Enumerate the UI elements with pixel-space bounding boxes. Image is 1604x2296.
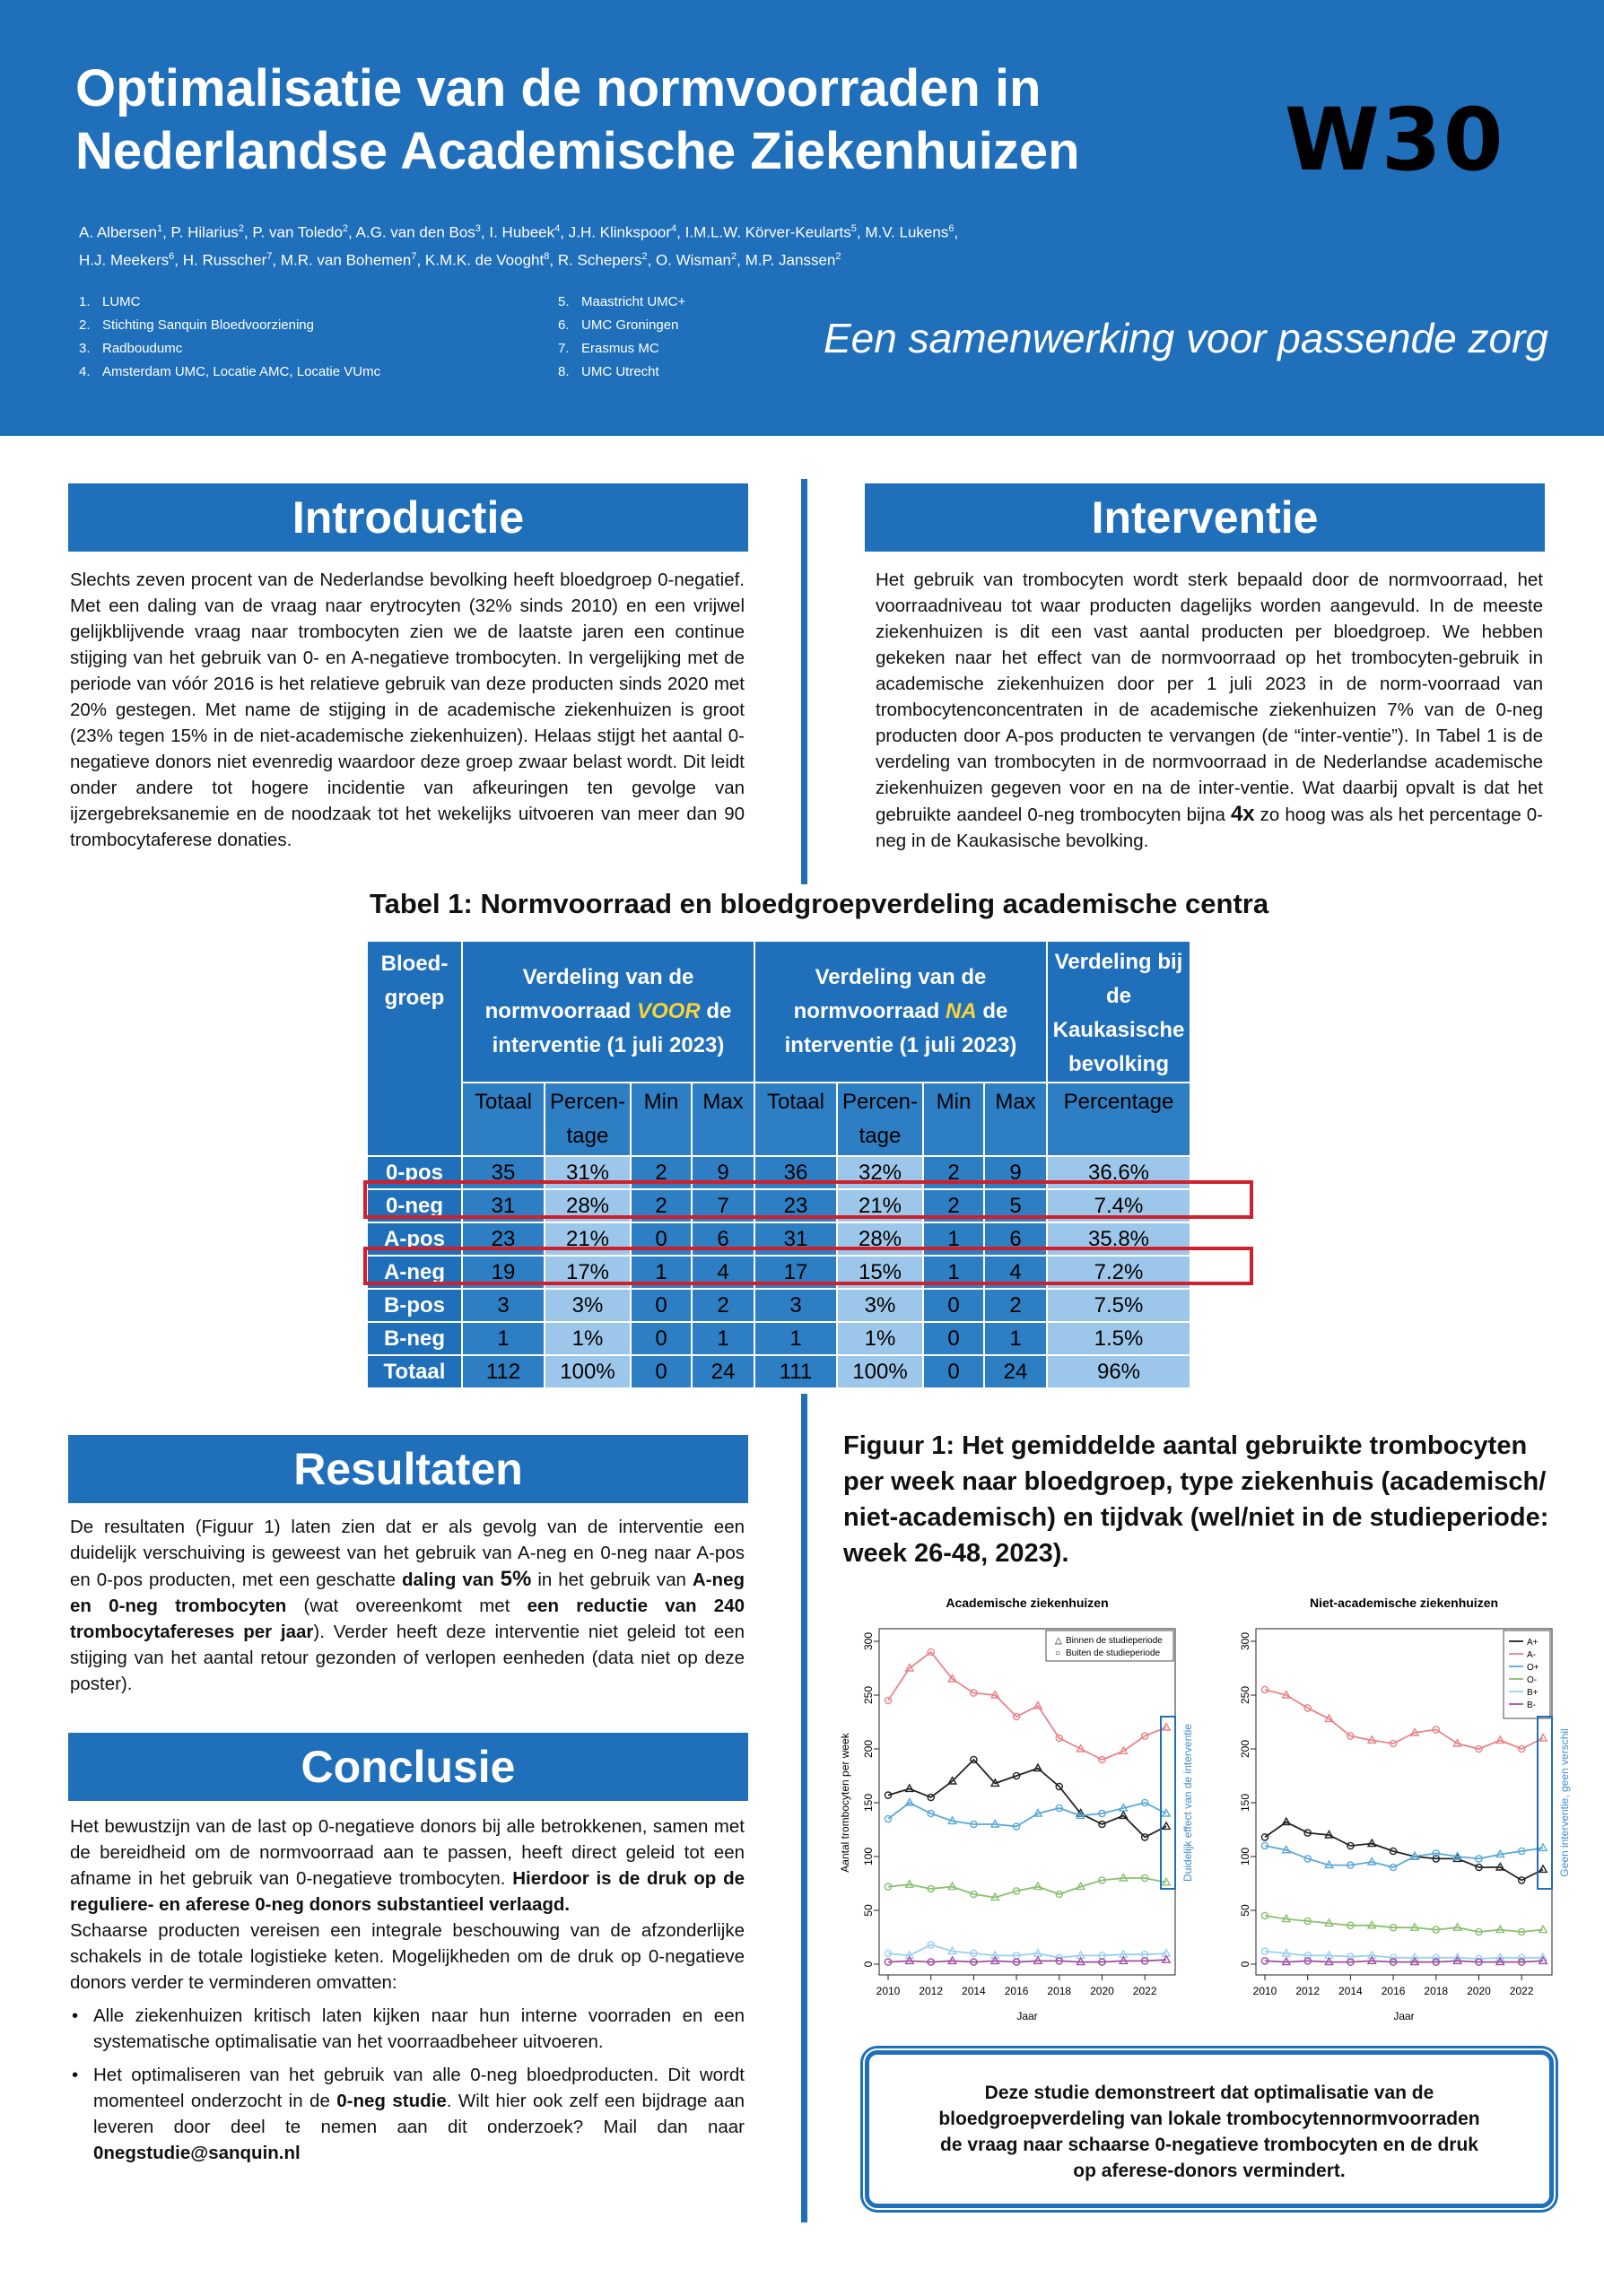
table-cell: 2 <box>692 1289 754 1322</box>
table-cell: 6 <box>984 1222 1047 1256</box>
table-subheader-cell: Totaal <box>462 1083 545 1156</box>
intro-text: Slechts zeven procent van de Nederlandse bevolking heeft bloedgroep 0-negatief. Met een daling van de vraag naar erytrocyten (32% sinds 2010) en een vrijwel gelijkblijvende vraag naar trombocyten zien we de laatste jaren een continue stijging van het gebruik van 0- en A-negatieve trombocyten. In vergelijking met de periode van vóór 2016 is het relatieve gebruik van deze producten sinds 2020 met 20% gestegen. Met name de stijging in de academische ziekenhuizen is groot (23% tegen 15% in de niet-academische ziekenhuizen). Helaas stijgt het aantal 0-negatieve donors niet evenredig waardoor deze groep zwaar belast wordt. Dit leidt onder andere tot hogere incidentie van afkeuringen ten gevolge van ijzergebreksanemie en de noodzaak tot het wekelijks uitvoeren van meer dan 90 trombocytaferese donaties. <box>70 570 745 850</box>
affiliation-item <box>79 361 380 384</box>
legend-label: O- <box>1527 1675 1538 1685</box>
author-affiliation-number: 8 <box>544 250 550 262</box>
table-cell: 3 <box>462 1289 545 1322</box>
chart-title: Niet-academische ziekenhuizen <box>1309 1596 1499 1610</box>
author-affiliation-number: 2 <box>731 250 737 262</box>
data-point <box>1539 1735 1547 1742</box>
author-name: A.G. van den Bos <box>355 223 475 241</box>
table-cell: 24 <box>692 1355 754 1388</box>
x-tick-label: 2014 <box>1338 1985 1363 1997</box>
affiliation-number: 8. <box>558 364 570 379</box>
x-axis-label: Jaar <box>1393 2010 1415 2022</box>
affiliation-name: Erasmus MC <box>581 341 659 356</box>
table-row <box>367 1355 1190 1388</box>
author-name: O. Wisman <box>655 251 731 269</box>
x-tick-label: 2018 <box>1424 1985 1449 1997</box>
author-line-1: A. Albersen$^1$, P. Hilarius$^2$, P. van Toledo$^2$, A.G. van den Bos$^3$, I. Hubeek$^4$, J.H. Klinkspoor$^4$, I.M.L.W. Körver-Keularts$^5$, M.V. Lukens$^6$, <box>79 223 959 241</box>
table-cell: 1% <box>545 1322 631 1355</box>
affiliation-number: 2. <box>79 317 91 333</box>
table-cell: 3% <box>837 1289 923 1322</box>
table-caption: Tabel 1: Normvoorraad en bloedgroepverdeling academische centra <box>370 888 1269 919</box>
series-line-A- <box>888 1652 1166 1760</box>
author-affiliation-number: 7 <box>411 250 417 262</box>
table-cell: 100% <box>545 1355 631 1388</box>
table-cell: 0 <box>923 1322 984 1355</box>
author-affiliation-number: 1 <box>156 223 163 234</box>
y-tick-label: 100 <box>1239 1847 1251 1866</box>
author-name: M.V. Lukens <box>865 223 949 241</box>
table-cell: 3 <box>754 1289 837 1322</box>
intro-heading: Introductie <box>68 483 748 552</box>
table-cell: 0 <box>631 1289 692 1322</box>
table-cell: 9 <box>692 1156 754 1189</box>
affiliation-name: UMC Groningen <box>581 317 679 333</box>
x-tick-label: 2016 <box>1004 1985 1029 1997</box>
legend-label: A+ <box>1527 1638 1539 1648</box>
affiliation-item <box>558 314 685 337</box>
table-subheader-cell: Max <box>692 1083 754 1156</box>
author-name: K.M.K. de Vooght <box>424 251 545 269</box>
divider-top <box>801 479 807 884</box>
contact-email-link[interactable]: 0negstudie@sanquin.nl <box>93 2143 301 2163</box>
figure-caption: Figuur 1: Het gemiddelde aantal gebruikte trombocyten per week naar bloedgroep, type ziekenhuis (academisch/ niet-academisch) en tijdvak (wel/niet in de studieperiode: week 26-48, 2023). <box>843 1431 1549 1568</box>
x-axis-label: Jaar <box>1016 2010 1038 2022</box>
affiliation-name: Amsterdam UMC, Locatie AMC, Locatie VUmc <box>102 364 381 379</box>
affiliation-name: Radboudumc <box>102 341 183 356</box>
table-cell: 2 <box>923 1189 984 1222</box>
table-cell: 7.5% <box>1047 1289 1190 1322</box>
author-line-2: H.J. Meekers$^6$, H. Russcher$^7$, M.R. van Bohemen$^7$, K.M.K. de Vooght$^8$, R. Schepers$^2$, O. Wisman$^2$, M.P. Janssen$^2$ <box>79 250 841 269</box>
table-cell: 1.5% <box>1047 1322 1190 1355</box>
header-kaukasisch: Verdeling bij de Kaukasische bevolking <box>1047 941 1190 1083</box>
author-name: H.J. Meekers <box>79 251 170 269</box>
author-list <box>79 217 1111 272</box>
author-affiliation-number: 3 <box>475 223 481 234</box>
x-tick-label: 2010 <box>1252 1985 1277 1997</box>
table-cell: 23 <box>462 1222 545 1256</box>
x-tick-label: 2018 <box>1047 1985 1072 1997</box>
table-cell: 15% <box>837 1256 923 1289</box>
author-name: M.P. Janssen <box>745 251 836 269</box>
author-affiliation-number: 4 <box>671 223 677 234</box>
y-tick-label: 200 <box>1239 1739 1251 1759</box>
x-tick-label: 2012 <box>1295 1985 1321 1997</box>
author-name: R. Schepers <box>557 251 642 269</box>
table-cell: 21% <box>545 1222 631 1256</box>
author-affiliation-number: 6 <box>948 223 955 234</box>
x-tick-label: 2020 <box>1090 1985 1114 1997</box>
table-cell: 17 <box>754 1256 837 1289</box>
data-point <box>1163 1724 1170 1731</box>
affiliation-name: Maastricht UMC+ <box>581 294 686 309</box>
conclusion-box: Deze studie demonstreert dat optimalisatie van de bloedgroepverdeling van lokale trombocytennormvoorraden de vraag naar schaarse 0-negatieve trombocyten en de druk op aferese-donors vermindert. <box>865 2050 1554 2208</box>
table-cell: 7 <box>692 1189 754 1222</box>
table-subheader-cell: Percen-tage <box>545 1083 631 1156</box>
table-cell: 24 <box>984 1355 1047 1388</box>
row-label: 0-pos <box>367 1156 462 1189</box>
normvoorraad-table <box>366 940 1191 1389</box>
affiliations-right <box>558 291 685 384</box>
y-tick-label: 300 <box>862 1631 875 1651</box>
table-cell: 6 <box>692 1222 754 1256</box>
table-cell: 4 <box>984 1256 1047 1289</box>
author-name: P. Hilarius <box>170 223 239 241</box>
legend-label: Buiten de studieperiode <box>1066 1648 1161 1658</box>
legend-label: B+ <box>1527 1688 1539 1698</box>
affiliations-left <box>79 291 380 384</box>
table-cell: 31% <box>545 1156 631 1189</box>
table-cell: 0 <box>631 1322 692 1355</box>
annotation-text: Geen interventie, geen verschil <box>1558 1728 1571 1877</box>
header-na: Verdeling van de normvoorraad NA de interventie (1 juli 2023) <box>754 941 1047 1083</box>
author-name: P. van Toledo <box>252 223 343 241</box>
table-cell: 1 <box>692 1322 754 1355</box>
table-cell: 1% <box>837 1322 923 1355</box>
table-cell: 2 <box>923 1156 984 1189</box>
table-subheader-cell: Min <box>631 1083 692 1156</box>
table-cell: 111 <box>754 1355 837 1388</box>
table-subheader-cell: Max <box>984 1083 1047 1156</box>
x-tick-label: 2020 <box>1467 1985 1491 1997</box>
table-cell: 35.8% <box>1047 1222 1190 1256</box>
y-tick-label: 200 <box>862 1739 875 1759</box>
y-tick-label: 150 <box>862 1793 875 1813</box>
table-cell: 7.2% <box>1047 1256 1190 1289</box>
chart-academisch <box>834 1587 1211 2036</box>
author-affiliation-number: 2 <box>641 250 648 262</box>
annotation-box <box>1538 1717 1552 1889</box>
table-cell: 0 <box>631 1222 692 1256</box>
plot-frame <box>879 1629 1175 1975</box>
legend-label: O+ <box>1527 1663 1539 1673</box>
affiliation-number: 3. <box>79 341 91 356</box>
author-affiliation-number: 4 <box>554 223 561 234</box>
y-tick-label: 50 <box>862 1904 875 1917</box>
conclusie-bullets <box>70 2003 745 2166</box>
y-tick-label: 150 <box>1239 1793 1251 1813</box>
affiliation-item <box>79 337 380 361</box>
x-tick-label: 2012 <box>919 1985 944 1997</box>
divider-bottom <box>801 1394 807 2222</box>
y-tick-label: 300 <box>1239 1631 1251 1651</box>
table-cell: 36.6% <box>1047 1156 1190 1189</box>
table-cell: 1 <box>923 1256 984 1289</box>
table-cell: 28% <box>837 1222 923 1256</box>
legend-symbol: △ <box>1055 1636 1062 1646</box>
table-cell: 7.4% <box>1047 1189 1190 1222</box>
affiliation-number: 7. <box>558 341 570 356</box>
table-cell: 0 <box>923 1355 984 1388</box>
affiliation-name: UMC Utrecht <box>581 364 659 379</box>
legend-symbol: ○ <box>1055 1648 1061 1658</box>
table-cell: 100% <box>837 1355 923 1388</box>
series-line-B- <box>888 1960 1166 1961</box>
author-name: J.H. Klinkspoor <box>568 223 672 241</box>
affiliation-item <box>558 291 685 314</box>
y-axis-label: Aantal trombocyten per week <box>839 1733 851 1873</box>
legend-label: Binnen de studieperiode <box>1066 1636 1163 1646</box>
table-cell: 23 <box>754 1189 837 1222</box>
table-cell: 0 <box>631 1355 692 1388</box>
table-row <box>367 1289 1190 1322</box>
resultaten-text: De resultaten (Figuur 1) laten zien dat er als gevolg van de interventie een duidelijk verschuiving is geweest van het gebruik van A-neg en 0-neg naar A-pos en 0-pos producten, met een geschatte daling van 5% in het gebruik van A-neg en 0-neg trombocyten (wat overeenkomt met een reductie van 240 trombocytafereses per jaar). Verder heeft deze interventie niet geleid tot een stijging van het aantal retour gezonden of verlopen eenheden (data niet op deze poster). <box>70 1517 745 1694</box>
affiliation-item <box>79 291 380 314</box>
table-subheader-cell: Min <box>923 1083 984 1156</box>
author-affiliation-number: 5 <box>850 223 857 234</box>
row-label: 0-neg <box>367 1189 462 1222</box>
table-subheader-cell: Percen-tage <box>837 1083 923 1156</box>
table-cell: 112 <box>462 1355 545 1388</box>
series-line-A- <box>1265 1690 1543 1749</box>
table-cell: 2 <box>631 1156 692 1189</box>
table-cell: 2 <box>631 1189 692 1222</box>
affiliation-item <box>558 337 685 361</box>
table-subheader-cell: Percentage <box>1047 1083 1190 1156</box>
row-label: A-neg <box>367 1256 462 1289</box>
x-tick-label: 2010 <box>876 1985 901 1997</box>
series-line-A+ <box>888 1760 1166 1837</box>
chart-title: Academische ziekenhuizen <box>946 1596 1109 1610</box>
affiliation-number: 5. <box>558 294 570 309</box>
table-cell: 96% <box>1047 1355 1190 1388</box>
affiliation-number: 6. <box>558 317 570 333</box>
x-tick-label: 2022 <box>1132 1985 1157 1997</box>
affiliation-item <box>79 314 380 337</box>
row-label: Totaal <box>367 1355 462 1388</box>
highlight-aneg-row <box>363 1247 1253 1285</box>
table-cell: 1 <box>631 1256 692 1289</box>
table-cell: 5 <box>984 1189 1047 1222</box>
data-point <box>1539 1866 1547 1873</box>
table-cell: 19 <box>462 1256 545 1289</box>
data-point <box>1163 1822 1170 1830</box>
y-tick-label: 250 <box>1239 1685 1251 1705</box>
author-name: I. Hubeek <box>489 223 555 241</box>
y-tick-label: 250 <box>862 1685 875 1705</box>
tagline: Een samenwerking voor passende zorg <box>824 315 1549 361</box>
poster-code: W30 <box>1285 90 1505 190</box>
table-cell: 1 <box>923 1222 984 1256</box>
table-row <box>367 1322 1190 1355</box>
y-tick-label: 0 <box>862 1961 875 1968</box>
row-label: A-pos <box>367 1222 462 1256</box>
author-name: H. Russcher <box>182 251 267 269</box>
y-tick-label: 0 <box>1239 1961 1251 1968</box>
y-tick-label: 100 <box>862 1847 875 1866</box>
table-cell: 1 <box>462 1322 545 1355</box>
interventie-heading: Interventie <box>865 483 1545 552</box>
table-cell: 31 <box>462 1189 545 1222</box>
table-cell: 35 <box>462 1156 545 1189</box>
annotation-text: Duidelijk effect van de interventie <box>1181 1724 1194 1882</box>
highlight-0neg-row <box>363 1180 1253 1219</box>
table-subheader-row <box>367 1083 1190 1156</box>
author-affiliation-number: 2 <box>835 250 841 262</box>
bullet-item: • Alle ziekenhuizen kritisch laten kijken naar hun interne voorraden en een systematische optimalisatie van het voorraadbeheer uitvoeren. <box>70 2003 745 2055</box>
author-name: A. Albersen <box>79 223 157 241</box>
bullet-item: • Het optimaliseren van het gebruik van alle 0-neg bloedproducten. Dit wordt momenteel onderzocht in de 0-neg studie. Wilt hier ook zelf een bijdrage aan leveren door deel te nemen aan dit onderzoek? Mail dan naar 0negstudie@sanquin.nl <box>70 2062 745 2166</box>
affiliation-number: 4. <box>79 364 91 379</box>
annotation-box <box>1161 1717 1175 1889</box>
author-affiliation-number: 2 <box>342 223 349 234</box>
poster-title: Optimalisatie van de normvoorraden in Nederlandse Academische Ziekenhuizen <box>75 59 1080 180</box>
table-cell: 36 <box>754 1156 837 1189</box>
y-tick-label: 50 <box>1239 1904 1251 1917</box>
poster-header <box>0 0 1604 436</box>
table-cell: 0 <box>923 1289 984 1322</box>
row-label: B-neg <box>367 1322 462 1355</box>
author-name: M.R. van Bohemen <box>280 251 412 269</box>
affiliation-name: Stichting Sanquin Bloedvoorziening <box>102 317 314 333</box>
affiliation-item <box>558 361 685 384</box>
chart-niet-academisch <box>1211 1587 1588 2036</box>
header-bloedgroep: Bloed-groep <box>367 941 462 1156</box>
resultaten-heading: Resultaten <box>68 1435 748 1503</box>
affiliation-number: 1. <box>79 294 91 309</box>
table-cell: 3% <box>545 1289 631 1322</box>
table-cell: 21% <box>837 1189 923 1222</box>
table-subheader-cell: Totaal <box>754 1083 837 1156</box>
legend-label: B- <box>1527 1700 1536 1710</box>
author-name: I.M.L.W. Körver-Keularts <box>684 223 851 241</box>
table-cell: 1 <box>984 1322 1047 1355</box>
author-affiliation-number: 7 <box>266 250 273 262</box>
header-voor: Verdeling van de normvoorraad VOOR de interventie (1 juli 2023) <box>462 941 754 1083</box>
table-cell: 1 <box>754 1322 837 1355</box>
x-tick-label: 2016 <box>1381 1985 1406 1997</box>
conclusie-heading: Conclusie <box>68 1733 748 1801</box>
author-affiliation-number: 6 <box>169 250 175 262</box>
table-cell: 9 <box>984 1156 1047 1189</box>
author-affiliation-number: 2 <box>238 223 244 234</box>
table-cell: 2 <box>984 1289 1047 1322</box>
conclusie-text: Het bewustzijn van de last op 0-negatieve donors bij alle betrokkenen, samen met de bereidheid om de normvoorraad aan te passen, heeft direct geleid tot een afname in het gebruik van 0-negatieve trombocyten. Hierdoor is de druk op de reguliere- en aferese 0-neg donors substantieel verlaagd. Schaarse producten vereisen een integrale beschouwing van de afzonderlijke schakels in de totale logistieke keten. Mogelijkheden om de druk op 0-negatieve donors verder te verminderen omvatten: • Alle ziekenhuizen kritisch laten kijken naar hun interne voorraden en een systematische optimalisatie van het voorraadbeheer uitvoeren. • Het optimaliseren van het gebruik van alle 0-neg bloedproducten. Dit wordt momenteel onderzocht in de 0-neg studie. Wilt hier ook zelf een bijdrage aan leveren door deel te nemen aan dit onderzoek? Mail dan naar 0negstudie@sanquin.nl <box>70 1813 745 2166</box>
data-point <box>1539 1926 1547 1933</box>
table-cell: 31 <box>754 1222 837 1256</box>
table-cell: 4 <box>692 1256 754 1289</box>
affiliation-name: LUMC <box>102 294 141 309</box>
table-cell: 17% <box>545 1256 631 1289</box>
x-tick-label: 2022 <box>1509 1985 1534 1997</box>
data-point <box>1539 1844 1547 1851</box>
row-label: B-pos <box>367 1289 462 1322</box>
table-cell: 32% <box>837 1156 923 1189</box>
table-cell: 28% <box>545 1189 631 1222</box>
legend-label: A- <box>1527 1650 1536 1660</box>
interventie-text: Het gebruik van trombocyten wordt sterk bepaald door de normvoorraad, het voorraadniveau tot waar producten dagelijks worden aangevuld. In de meeste ziekenhuizen is dit een vast aantal producten per bloedgroep. We hebben gekeken naar het effect van de normvoorraad op het trombocyten-gebruik in academische ziekenhuizen door per 1 juli 2023 in de norm-voorraad van trombocytenconcentraten in de academische ziekenhuizen 7% van de 0-neg producten door A-pos producten te vervangen (de “inter-ventie”). In Tabel 1 is de verdeling van trombocyten in de normvoorraad in de Nederlandse academische ziekenhuizen gegeven voor en na de inter-ventie. Wat daarbij opvalt is dat het gebruikte aandeel 0-neg trombocyten bijna 4x zo hoog was als het percentage 0-neg in de Kaukasische bevolking. <box>876 570 1543 851</box>
x-tick-label: 2014 <box>962 1985 986 1997</box>
